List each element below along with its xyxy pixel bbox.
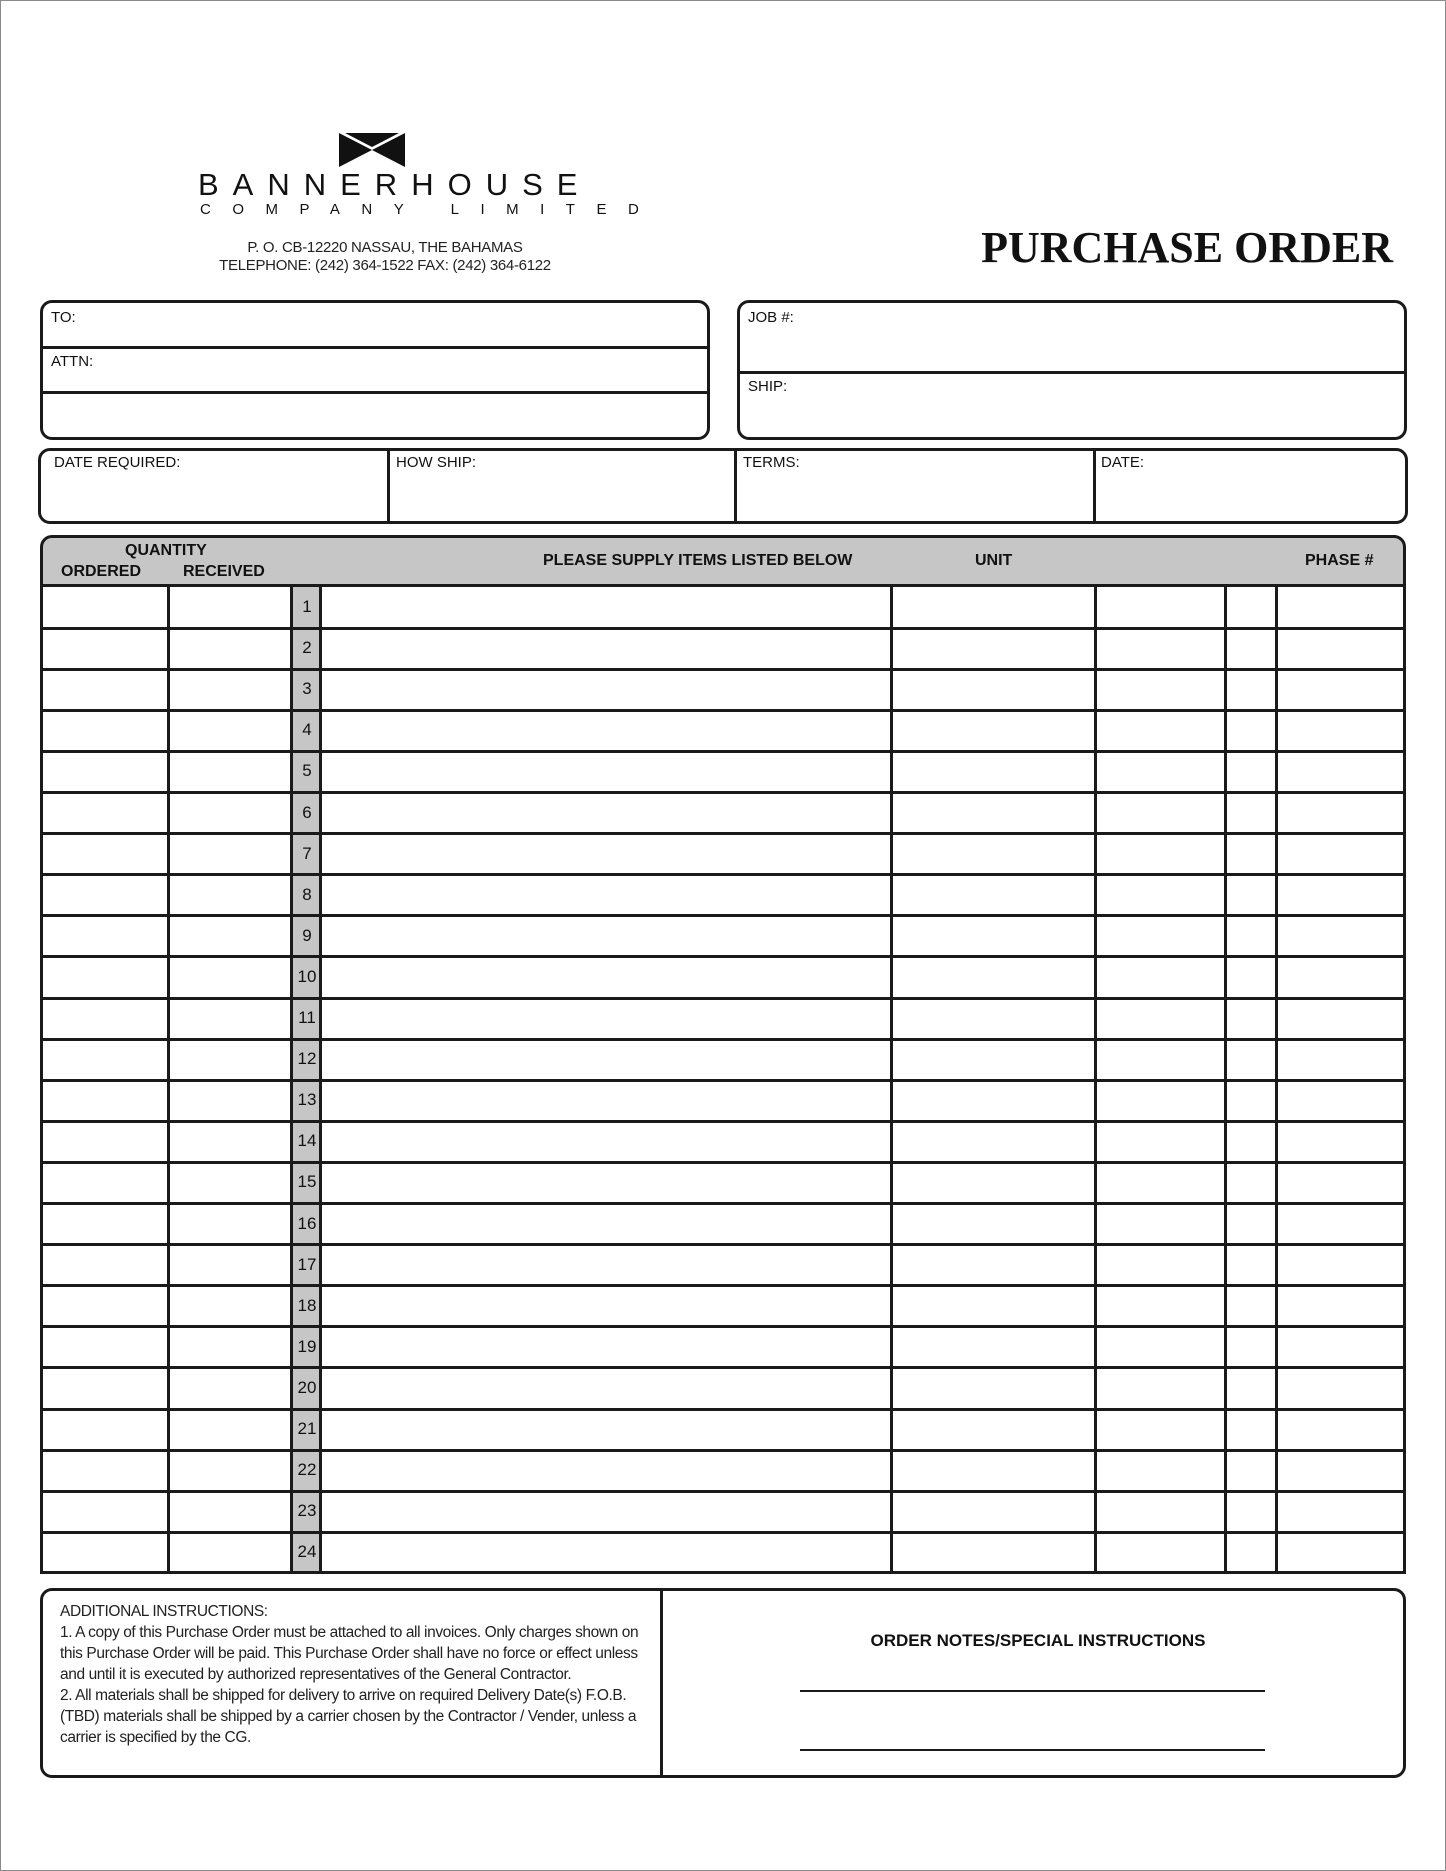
- row-number: 13: [297, 1090, 317, 1110]
- row-number: 23: [297, 1501, 317, 1521]
- date-label: DATE:: [1101, 454, 1145, 471]
- table-row: [43, 1120, 1403, 1123]
- table-row: [43, 1408, 1403, 1411]
- row-number: 16: [297, 1213, 317, 1233]
- row-number: 10: [297, 966, 317, 986]
- table-row: [43, 1531, 1403, 1534]
- company-address: [190, 239, 580, 275]
- table-row: [43, 832, 1403, 835]
- received-header: RECEIVED: [183, 563, 265, 580]
- table-row: [43, 1366, 1403, 1369]
- table-body: [40, 584, 1406, 1574]
- table-row: [43, 955, 1403, 958]
- order-notes-title: ORDER NOTES/SPECIAL INSTRUCTIONS: [870, 1631, 1206, 1650]
- instructions-title: ADDITIONAL INSTRUCTIONS:: [60, 1603, 268, 1620]
- quantity-header: QUANTITY: [125, 542, 207, 559]
- row-number: 20: [297, 1377, 317, 1397]
- row-number: 15: [297, 1172, 317, 1192]
- job-box: [737, 300, 1407, 440]
- row-number: 6: [302, 802, 312, 822]
- how-ship-label: HOW SHIP:: [396, 454, 477, 471]
- table-row: [43, 1161, 1403, 1164]
- table-row: [43, 1284, 1403, 1287]
- table-row: [43, 1079, 1403, 1082]
- notes-line[interactable]: [800, 1690, 1265, 1692]
- table-row: [43, 1325, 1403, 1328]
- table-row: [43, 750, 1403, 753]
- table-row: [43, 914, 1403, 917]
- row-number: 17: [297, 1254, 317, 1274]
- supply-header: PLEASE SUPPLY ITEMS LISTED BELOW: [543, 552, 853, 569]
- divider: [387, 451, 390, 521]
- row-number: 22: [297, 1460, 317, 1480]
- divider: [1093, 451, 1096, 521]
- row-number: 21: [297, 1419, 317, 1438]
- recipient-box: [40, 300, 710, 440]
- order-terms-box: [38, 448, 1408, 524]
- ordered-header: ORDERED: [61, 563, 142, 580]
- row-number: 11: [298, 1008, 316, 1027]
- job-label: JOB #:: [748, 309, 794, 326]
- company-name: BANNERHOUSE: [198, 167, 592, 202]
- divider: [660, 1591, 663, 1775]
- table-row: [43, 709, 1403, 712]
- instructions-item-2: 2. All materials shall be shipped for delivery to arrive on required Delivery Date(s) F.O.B. (TBD) materials shall be shipped by a carrier chosen by the Contractor / Vender, unless a carrier is specified by the CG.: [60, 1687, 637, 1746]
- company-subtitle: COMPANY LIMITED: [200, 201, 661, 218]
- row-number: 1: [302, 597, 312, 616]
- row-number: 9: [302, 925, 312, 945]
- page-title: PURCHASE ORDER: [981, 223, 1393, 272]
- divider: [43, 391, 707, 394]
- divider: [734, 451, 737, 521]
- row-number: 24: [297, 1542, 317, 1562]
- table-row: [43, 1449, 1403, 1452]
- bannerhouse-logo-icon: [339, 133, 405, 167]
- table-header: [40, 535, 1406, 584]
- divider: [740, 371, 1404, 374]
- instructions-box: [40, 1588, 1406, 1778]
- row-number: 2: [302, 638, 312, 658]
- terms-label: TERMS:: [743, 454, 800, 471]
- table-row: [43, 873, 1403, 876]
- unit-header: UNIT: [975, 552, 1013, 569]
- additional-instructions: [60, 1601, 642, 1748]
- table-row: [43, 1202, 1403, 1205]
- row-number: 4: [302, 720, 312, 740]
- table-row: [43, 791, 1403, 794]
- items-table: [40, 535, 1406, 1574]
- address-line-2: TELEPHONE: (242) 364-1522 FAX: (242) 364-6122: [219, 257, 551, 274]
- table-row: [43, 1243, 1403, 1246]
- date-required-label: DATE REQUIRED:: [54, 454, 181, 471]
- table-row: [43, 1038, 1403, 1041]
- row-number: 8: [302, 884, 312, 904]
- divider: [43, 346, 707, 349]
- row-number: 14: [297, 1131, 317, 1151]
- ship-label: SHIP:: [748, 378, 788, 395]
- table-row: [43, 627, 1403, 630]
- row-number: 5: [302, 761, 312, 781]
- instructions-item-1: 1. A copy of this Purchase Order must be attached to all invoices. Only charges shown on this Purchase Order will be paid. This Purchase Order shall have no force or effect unless and until it is executed by authorized representatives of the General Contractor.: [60, 1624, 639, 1683]
- phase-header: PHASE #: [1305, 552, 1374, 569]
- row-number: 18: [297, 1295, 317, 1315]
- notes-line[interactable]: [800, 1749, 1265, 1751]
- address-line-1: P. O. CB-12220 NASSAU, THE BAHAMAS: [247, 239, 523, 256]
- table-row: [43, 1490, 1403, 1493]
- row-number: 19: [297, 1336, 317, 1356]
- row-number: 7: [302, 843, 312, 863]
- attn-label: ATTN:: [51, 353, 94, 370]
- row-number: 12: [297, 1049, 317, 1069]
- to-label: TO:: [51, 309, 76, 326]
- table-row: [43, 997, 1403, 1000]
- table-row: [43, 668, 1403, 671]
- row-number: 3: [302, 679, 312, 699]
